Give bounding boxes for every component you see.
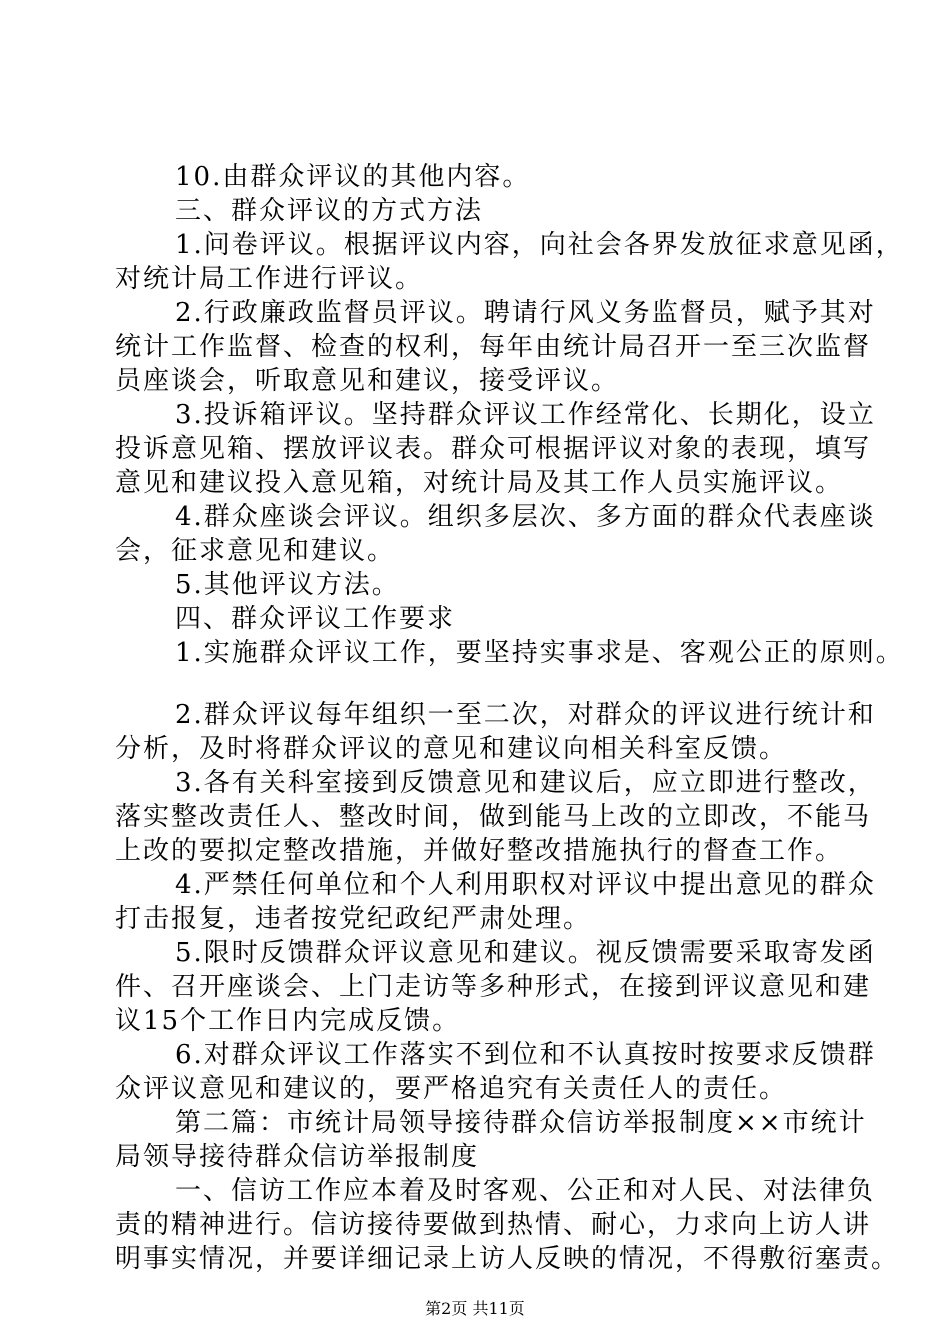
text-line: 件、召开座谈会、上门走访等多种形式，在接到评议意见和建 bbox=[115, 972, 872, 1002]
text-line: 4.严禁任何单位和个人利用职权对评议中提出意见的群众 bbox=[175, 870, 876, 900]
text-line: 5.其他评议方法。 bbox=[175, 570, 400, 600]
text-line: 会，征求意见和建议。 bbox=[115, 536, 396, 566]
text-line: 10.由群众评议的其他内容。 bbox=[175, 162, 531, 192]
text-line: 责的精神进行。信访接待要做到热情、耐心，力求向上访人讲 bbox=[115, 1210, 872, 1240]
text-line: 议15个工作日内完成反馈。 bbox=[115, 1006, 461, 1036]
text-line: 明事实情况，并要详细记录上访人反映的情况，不得敷衍塞责。 bbox=[115, 1244, 900, 1274]
page-footer: 第2页 共11页 bbox=[425, 1299, 525, 1318]
text-line: 投诉意见箱、摆放评议表。群众可根据评议对象的表现，填写 bbox=[115, 434, 872, 464]
text-line: 众评议意见和建议的，要严格追究有关责任人的责任。 bbox=[115, 1074, 788, 1104]
section-heading: 四、群众评议工作要求 bbox=[175, 604, 456, 634]
text-line: 一、信访工作应本着及时客观、公正和对人民、对法律负 bbox=[175, 1176, 876, 1206]
text-line: 意见和建议投入意见箱，对统计局及其工作人员实施评议。 bbox=[115, 468, 844, 498]
text-line: 1.问卷评议。根据评议内容，向社会各界发放征求意见函， bbox=[175, 230, 904, 260]
text-line: 分析，及时将群众评议的意见和建议向相关科室反馈。 bbox=[115, 734, 788, 764]
chapter-heading: 第二篇：市统计局领导接待群众信访举报制度××市统计 bbox=[175, 1108, 867, 1138]
text-line: 上改的要拟定整改措施，并做好整改措施执行的督查工作。 bbox=[115, 836, 844, 866]
text-line: 员座谈会，听取意见和建议，接受评议。 bbox=[115, 366, 620, 396]
text-line: 3.投诉箱评议。坚持群众评议工作经常化、长期化，设立 bbox=[175, 400, 876, 430]
text-line: 打击报复，违者按党纪政纪严肃处理。 bbox=[115, 904, 592, 934]
text-line: 2.群众评议每年组织一至二次，对群众的评议进行统计和 bbox=[175, 700, 876, 730]
section-heading: 三、群众评议的方式方法 bbox=[175, 196, 484, 226]
text-line: 2.行政廉政监督员评议。聘请行风义务监督员，赋予其对 bbox=[175, 298, 876, 328]
text-line: 6.对群众评议工作落实不到位和不认真按时按要求反馈群 bbox=[175, 1040, 876, 1070]
chapter-heading: 局领导接待群众信访举报制度 bbox=[115, 1142, 480, 1172]
text-line: 4.群众座谈会评议。组织多层次、多方面的群众代表座谈 bbox=[175, 502, 876, 532]
text-line: 1.实施群众评议工作，要坚持实事求是、客观公正的原则。 bbox=[175, 638, 904, 668]
text-line: 5.限时反馈群众评议意见和建议。视反馈需要采取寄发函 bbox=[175, 938, 876, 968]
text-line: 落实整改责任人、整改时间，做到能马上改的立即改，不能马 bbox=[115, 802, 872, 832]
text-line: 统计工作监督、检查的权利，每年由统计局召开一至三次监督 bbox=[115, 332, 872, 362]
text-line: 对统计局工作进行评议。 bbox=[115, 264, 424, 294]
text-line: 3.各有关科室接到反馈意见和建议后，应立即进行整改， bbox=[175, 768, 876, 798]
